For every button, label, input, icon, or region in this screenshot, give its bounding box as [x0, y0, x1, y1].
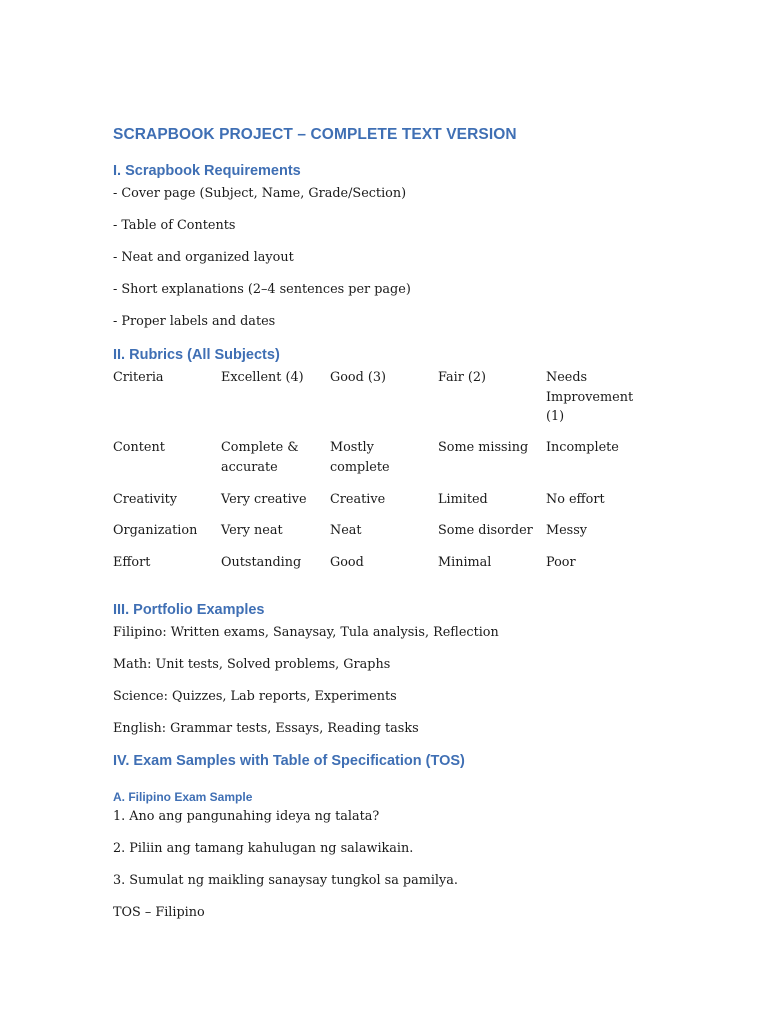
table-cell: Messy	[546, 523, 588, 538]
subsection-heading-filipino: A. Filipino Exam Sample	[113, 790, 253, 804]
table-cell: Minimal	[438, 555, 492, 570]
list-item: - Short explanations (2–4 sentences per page)	[113, 282, 411, 297]
list-item: 1. Ano ang pangunahing ideya ng talata?	[113, 809, 380, 824]
section-heading-requirements: I. Scrapbook Requirements	[113, 163, 301, 179]
table-header-cell: Criteria	[113, 370, 164, 385]
table-cell: Some disorder	[438, 523, 533, 538]
table-header-cell: Excellent (4)	[221, 370, 304, 385]
table-cell: Good	[330, 555, 364, 570]
table-cell: Poor	[546, 555, 576, 570]
list-item: English: Grammar tests, Essays, Reading tasks	[113, 721, 419, 736]
table-header-cell: Fair (2)	[438, 370, 487, 385]
list-item: - Neat and organized layout	[113, 250, 294, 265]
list-item: Math: Unit tests, Solved problems, Graphs	[113, 657, 391, 672]
list-item: 3. Sumulat ng maikling sanaysay tungkol sa pamilya.	[113, 873, 458, 888]
section-heading-portfolio: III. Portfolio Examples	[113, 602, 265, 618]
table-cell: Very neat	[221, 523, 283, 538]
table-cell: Creativity	[113, 492, 178, 507]
document-title: SCRAPBOOK PROJECT – COMPLETE TEXT VERSION	[113, 126, 517, 143]
section-heading-rubrics: II. Rubrics (All Subjects)	[113, 347, 280, 363]
table-cell: No effort	[546, 492, 605, 507]
table-cell: Outstanding	[221, 555, 302, 570]
table-header-cell: Good (3)	[330, 370, 387, 385]
table-cell: Organization	[113, 523, 198, 538]
table-cell: Creative	[330, 492, 386, 507]
list-item: - Proper labels and dates	[113, 314, 276, 329]
table-cell: Very creative	[221, 492, 307, 507]
table-cell: Mostly complete	[330, 440, 390, 475]
list-item: Filipino: Written exams, Sanaysay, Tula analysis, Reflection	[113, 625, 499, 640]
list-item: Science: Quizzes, Lab reports, Experiments	[113, 689, 397, 704]
table-cell: Effort	[113, 555, 151, 570]
list-item: 2. Piliin ang tamang kahulugan ng salawikain.	[113, 841, 414, 856]
list-item: TOS – Filipino	[113, 905, 205, 920]
table-cell: Some missing	[438, 440, 529, 455]
table-cell: Neat	[330, 523, 362, 538]
table-cell: Complete & accurate	[221, 440, 299, 475]
table-header-cell: Needs Improvement (1)	[546, 370, 634, 424]
table-cell: Content	[113, 440, 165, 455]
section-heading-exam-samples: IV. Exam Samples with Table of Specification (TOS)	[113, 753, 465, 769]
list-item: - Table of Contents	[113, 218, 236, 233]
table-cell: Limited	[438, 492, 488, 507]
list-item: - Cover page (Subject, Name, Grade/Section)	[113, 186, 407, 201]
table-cell: Incomplete	[546, 440, 619, 455]
